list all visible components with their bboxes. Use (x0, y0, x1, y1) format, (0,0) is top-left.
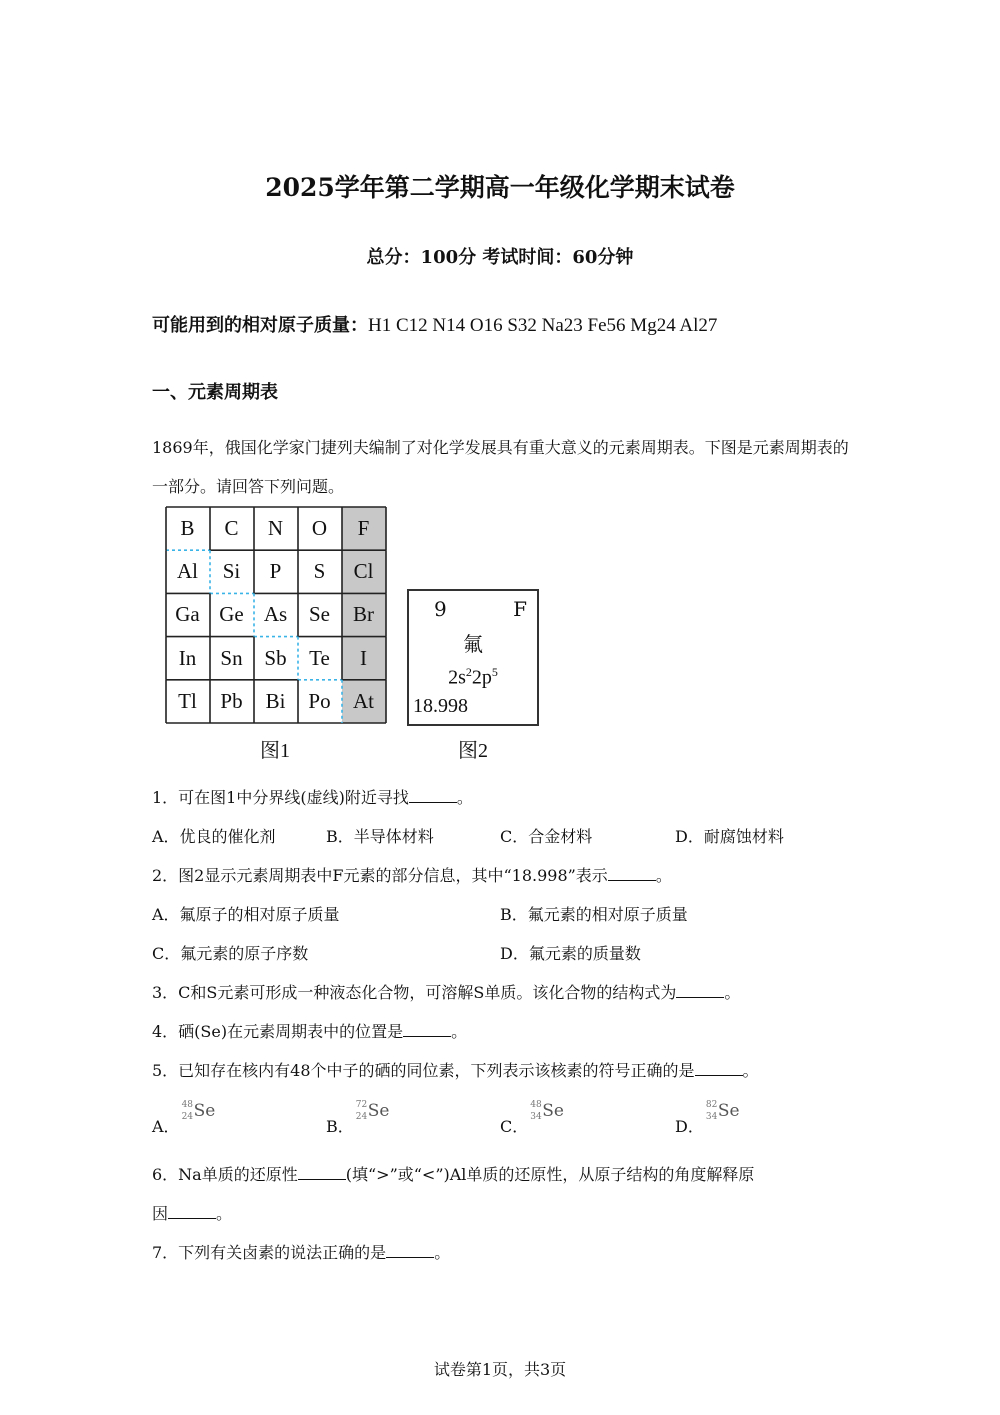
question-5 (152, 1058, 759, 1081)
q5-option-a[interactable] (152, 1100, 220, 1137)
figure1-caption: 图1 (260, 740, 290, 762)
intro-paragraph: 1869年，俄国化学家门捷列夫编制了对化学发展具有重大意义的元素周期表。下图是元素周期表的一部分。请回答下列问题。 (152, 438, 849, 496)
element-cell-c: C (224, 516, 239, 540)
config-exponent: 5 (491, 665, 498, 679)
mass-number: 48 (181, 1100, 194, 1110)
question-end: 。 (434, 1243, 451, 1262)
element-cell-n: N (267, 516, 284, 540)
question-end: 。 (655, 866, 672, 885)
question-4 (152, 1019, 467, 1042)
answer-blank[interactable] (168, 1204, 216, 1219)
question-text: 因 (152, 1204, 169, 1223)
element-cell-ge: Ge (219, 602, 244, 627)
element-cell-ga: Ga (175, 602, 200, 627)
element-symbol: F (513, 597, 527, 621)
element-symbol: Se (542, 1101, 564, 1121)
q2-option-c[interactable]: C．氟元素的原子序数 (152, 944, 309, 963)
section-title: 一、元素周期表 (152, 382, 278, 403)
electron-configuration (409, 665, 537, 690)
mass-number: 72 (355, 1100, 368, 1110)
element-symbol: Se (367, 1101, 390, 1121)
element-symbol: Se (717, 1101, 740, 1121)
relative-atomic-mass: 18.998 (413, 695, 468, 717)
q2-option-d[interactable]: D．氟元素的质量数 (500, 944, 641, 963)
q2-option-b[interactable]: B．氟元素的相对原子质量 (500, 905, 688, 924)
question-1 (152, 785, 473, 808)
fluorine-element-card (407, 589, 539, 726)
q1-option-a[interactable]: A．优良的催化剂 (152, 827, 276, 846)
element-symbol: Se (193, 1101, 216, 1121)
element-cell-al: Al (177, 559, 198, 584)
q1-option-c[interactable]: C．合金材料 (500, 827, 593, 846)
nuclide-symbol (704, 1100, 744, 1134)
page-footer: 试卷第1页，共3页 (433, 1360, 567, 1379)
q1-option-d[interactable]: D．耐腐蚀材料 (675, 827, 784, 846)
question-text: 2．图2显示元素周期表中F元素的部分信息，其中“18.998”表示 (152, 866, 608, 885)
element-cell-cl: Cl (353, 559, 374, 584)
periodic-table-figure (166, 507, 386, 723)
answer-blank[interactable] (403, 1022, 451, 1037)
element-cell-bi: Bi (265, 688, 286, 713)
question-7 (152, 1240, 450, 1263)
question-text: 3．C和S元素可形成一种液态化合物，可溶解S单质。该化合物的结构式为 (152, 983, 677, 1002)
nuclide-symbol (180, 1100, 220, 1134)
question-2 (152, 863, 672, 886)
option-label: C． (500, 1117, 529, 1136)
option-label: D． (675, 1117, 704, 1136)
atomic-masses-values: H1 C12 N14 O16 S32 Na23 Fe56 Mg24 Al27 (368, 315, 718, 336)
nuclide-symbol (354, 1100, 394, 1134)
question-text: 4．硒(Se)在元素周期表中的位置是 (152, 1022, 404, 1041)
exam-title: 2025学年第二学期高一年级化学期末试卷 (265, 173, 735, 202)
element-cell-f: F (357, 516, 370, 540)
question-text: 5．已知存在核内有48个中子的硒的同位素，下列表示该核素的符号正确的是 (152, 1061, 695, 1080)
element-cell-as: As (263, 602, 288, 627)
q5-option-c[interactable] (500, 1100, 568, 1137)
element-cell-p: P (269, 559, 282, 584)
q5-option-b[interactable] (326, 1100, 394, 1137)
atomic-number: 24 (355, 1112, 368, 1122)
question-6 (152, 1162, 754, 1185)
element-cell-b: B (180, 516, 195, 540)
atomic-masses-line (152, 311, 717, 337)
question-end: 。 (724, 983, 741, 1002)
question-text: (填“>”或“<”)Al单质的还原性，从原子结构的角度解释原 (345, 1165, 755, 1184)
question-end: 。 (451, 1022, 468, 1041)
element-cell-tl: Tl (178, 688, 197, 713)
element-cell-o: O (311, 516, 328, 540)
figure2-caption: 图2 (458, 740, 488, 762)
atomic-masses-label: 可能用到的相对原子质量： (152, 315, 368, 336)
element-cell-i: I (360, 645, 367, 670)
element-cell-at: At (353, 688, 374, 713)
config-part: 2s (448, 666, 466, 689)
element-cell-s: S (313, 559, 326, 584)
option-label: A． (152, 1117, 180, 1136)
element-name: 氟 (463, 632, 483, 656)
question-end: 。 (742, 1061, 759, 1080)
element-cell-po: Po (308, 688, 331, 713)
question-end: 。 (456, 788, 473, 807)
element-cell-in: In (178, 645, 197, 670)
atomic-number: 34 (705, 1112, 718, 1122)
q5-option-d[interactable] (675, 1100, 744, 1137)
config-part: 2p (471, 666, 492, 689)
q2-option-a[interactable]: A．氟原子的相对原子质量 (152, 905, 340, 924)
element-cell-sb: Sb (264, 645, 287, 670)
element-cell-pb: Pb (220, 688, 243, 713)
element-cell-si: Si (222, 559, 241, 584)
answer-blank[interactable] (676, 983, 724, 998)
question-end: 。 (216, 1204, 233, 1223)
config-exponent: 2 (465, 665, 472, 679)
question-3 (152, 980, 740, 1003)
question-text: 6．Na单质的还原性 (152, 1165, 298, 1184)
mass-number: 82 (705, 1100, 718, 1110)
atomic-number: 34 (530, 1112, 542, 1122)
question-text: 7．下列有关卤素的说法正确的是 (152, 1243, 387, 1262)
answer-blank[interactable] (695, 1061, 743, 1076)
answer-blank[interactable] (608, 866, 656, 881)
answer-blank[interactable] (409, 788, 457, 803)
element-cell-br: Br (353, 602, 374, 627)
q1-option-b[interactable]: B．半导体材料 (326, 827, 434, 846)
exam-subtitle: 总分：100分 考试时间：60分钟 (366, 247, 634, 268)
answer-blank[interactable] (386, 1243, 434, 1258)
mass-number: 48 (530, 1100, 542, 1110)
option-label: B． (326, 1117, 354, 1136)
answer-blank[interactable] (298, 1165, 346, 1180)
atomic-number: 24 (181, 1112, 194, 1122)
question-6-continued (152, 1201, 232, 1224)
element-cell-sn: Sn (220, 645, 243, 670)
atomic-number: 9 (434, 597, 447, 621)
element-cell-se: Se (309, 602, 330, 627)
nuclide-symbol (528, 1100, 568, 1134)
element-cell-te: Te (309, 645, 330, 670)
question-text: 1．可在图1中分界线(虚线)附近寻找 (152, 788, 409, 807)
